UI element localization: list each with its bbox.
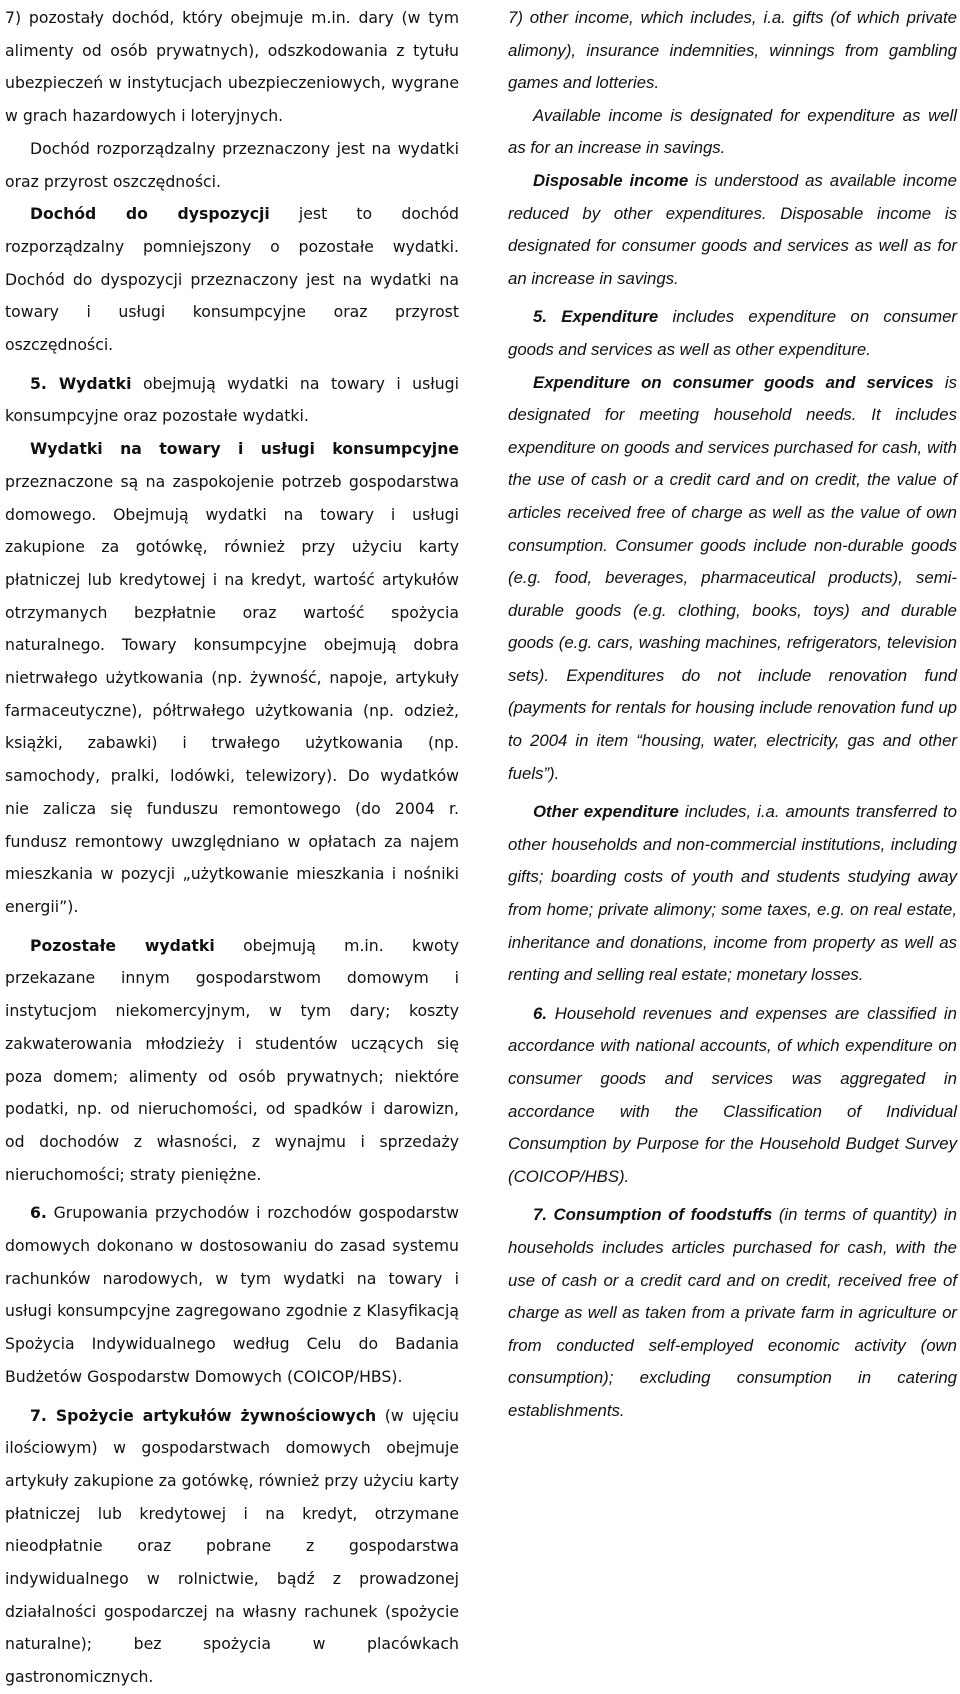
- pl-consumer-goods-text: przeznaczone są na zaspokojenie potrzeb gospodarstwa domowego. Obejmują wydatki na towary i usługi zakupione za gotówkę, również przy użyciu karty płatniczej lub kredytowej i na kredyt, wartość artykułów otrzymanych bezpłatnie oraz wartość spożycia naturalnego. Towary konsumpcyjne obejmują dobra nietrwałego użytkowania (np. żywność, napoje, artykuły farmaceutyczne), półtrwałego użytkowania (np. odzież, książki, zabawki) i trwałego użytkowania (np. samochody, pralki, lodówki, telewizory). Do wydatków nie zalicza się funduszu remontowego (do 2004 r. fundusz remontowy uwzględniano w opłatach za najem mieszkania w pozycji „użytkowanie mieszkania i nośniki energii”).: [5, 471, 459, 916]
- en-para-other-expenditure: [508, 796, 957, 992]
- en-para-foodstuffs: [508, 1199, 957, 1427]
- en-para-other-income: [508, 2, 957, 100]
- pl-foodstuffs-text: (w ujęciu ilościowym) w gospodarstwach domowych obejmuje artykuły zakupione za gotówkę, również przy użyciu karty płatniczej lub kredytowej i na kredyt, otrzymane nieodpłatnie oraz pobrane z gospodarstwa indywidualnego w rolnictwie, bądź z prowadzonej działalności gospodarczej na własny rachunek (spożycie naturalne); bez spożycia w placówkach gastronomicznych.: [5, 1405, 459, 1687]
- en-expenditure-text: includes expenditure on consumer goods and services as well as other expenditure.: [508, 307, 958, 359]
- pl-other-expenditure-text: obejmują m.in. kwoty przekazane innym gospodarstwom domowym i instytucjom niekomercyjnym, w tym dary; koszty zakwaterowania młodzieży i studentów uczących się poza domem; alimenty od osób prywatnych; niektóre podatki, np. od nieruchomości, od spadków i darowizn, od dochodów z własności, z wynajmu i sprzedaży nieruchomości; straty pieniężne.: [5, 935, 460, 1184]
- english-column: [508, 2, 957, 1428]
- en-para-classification: [508, 998, 957, 1194]
- en-other-expenditure-text: includes, i.a. amounts transferred to other households and non-commercial institutions, including gifts; boarding costs of youth and students studying away from home; private alimony; some taxes, e.g. on real estate, inheritance and donations, income from property as well as renting and selling real estate; monetary losses.: [508, 802, 957, 985]
- polish-column: [5, 2, 459, 1694]
- pl-available-income-text: Dochód rozporządzalny przeznaczony jest na wydatki oraz przyrost oszczędności.: [5, 138, 459, 191]
- pl-para-expenditure: [5, 368, 459, 433]
- en-consumer-goods-term: Expenditure on consumer goods and services: [533, 372, 934, 392]
- pl-para-disposable-income: [5, 198, 459, 362]
- en-para-available-income: [508, 100, 957, 165]
- pl-classification-text: Grupowania przychodów i rozchodów gospodarstw domowych dokonano w dostosowaniu do zasad systemu rachunków narodowych, w tym wydatki na towary i usługi konsumpcyjne zagregowano zgodnie z Klasyfikacją Spożycia Indywidualnego według Celu do Badania Budżetów Gospodarstw Domowych (COICOP/HBS).: [5, 1203, 459, 1386]
- en-expenditure-term: 5. Expenditure: [533, 307, 659, 327]
- en-other-expenditure-term: Other expenditure: [533, 802, 679, 822]
- pl-para-other-income: [5, 2, 459, 133]
- pl-expenditure-text: obejmują wydatki na towary i usługi konsumpcyjne oraz pozostałe wydatki.: [5, 373, 459, 426]
- pl-para-other-expenditure: [5, 930, 459, 1192]
- pl-para-classification: [5, 1197, 459, 1393]
- en-classification-text: Household revenues and expenses are classified in accordance with national accounts, of which expenditure on consumer goods and services was aggregated in accordance with the Classification of Individual Consumption by Purpose for the Household Budget Survey (COICOP/HBS).: [508, 1003, 957, 1186]
- pl-other-expenditure-term: Pozostałe wydatki: [30, 935, 215, 955]
- en-foodstuffs-text: (in terms of quantity) in households includes articles purchased for cash, with the use of cash or a credit card and on credit, received free of charge as well as taken from a private farm in agriculture or from conducted self-employed economic activity (own consumption); excluding consumption in catering establishments.: [508, 1205, 957, 1420]
- en-disposable-income-text: is understood as available income reduced by other expenditures. Disposable income is designated for consumer goods and services as well as for an increase in savings.: [508, 170, 957, 288]
- en-para-expenditure: [508, 301, 957, 366]
- en-para-consumer-goods: [508, 367, 957, 791]
- en-para-disposable-income: [508, 165, 957, 295]
- en-classification-number: 6.: [533, 1003, 547, 1023]
- pl-expenditure-term: 5. Wydatki: [30, 373, 132, 393]
- pl-disposable-income-term: Dochód do dyspozycji: [30, 204, 270, 224]
- pl-classification-number: 6.: [30, 1203, 47, 1223]
- en-consumer-goods-text: is designated for meeting household needs. It includes expenditure on goods and services purchased for cash, with the use of cash or a credit card and on credit, the value of articles received free of charge as well as the value of own consumption. Consumer goods include non-durable goods (e.g. food, beverages, pharmaceutical products), semi-durable goods (e.g. clothing, books, toys) and durable goods (e.g. cars, washing machines, refrigerators, television sets). Expenditures do not include renovation fund (payments for rentals for housing include renovation fund up to 2004 in item “housing, water, electricity, gas and other fuels”).: [508, 372, 958, 783]
- pl-foodstuffs-term: 7. Spożycie artykułów żywnościowych: [30, 1405, 377, 1425]
- en-available-income-text: Available income is designated for expenditure as well as for an increase in savings.: [508, 105, 957, 158]
- pl-other-income-text: 7) pozostały dochód, który obejmuje m.in. dary (w tym alimenty od osób prywatnych), odszkodowania z tytułu ubezpieczeń w instytucjach ubezpieczeniowych, wygrane w grach hazardowych i loteryjnych.: [5, 8, 459, 126]
- pl-para-foodstuffs: [5, 1400, 459, 1694]
- en-foodstuffs-term: 7. Consumption of foodstuffs: [533, 1205, 773, 1225]
- en-disposable-income-term: Disposable income: [533, 170, 689, 190]
- en-other-income-text: 7) other income, which includes, i.a. gifts (of which private alimony), insurance indemnities, winnings from gambling games and lotteries.: [508, 8, 957, 93]
- pl-disposable-income-text: jest to dochód rozporządzalny pomniejszony o pozostałe wydatki. Dochód do dyspozycji przeznaczony jest na wydatki na towary i usługi konsumpcyjne oraz przyrost oszczędności.: [5, 204, 459, 355]
- pl-para-consumer-goods: [5, 433, 459, 924]
- pl-para-available-income: [5, 133, 459, 198]
- pl-consumer-goods-term: Wydatki na towary i usługi konsumpcyjne: [30, 439, 459, 459]
